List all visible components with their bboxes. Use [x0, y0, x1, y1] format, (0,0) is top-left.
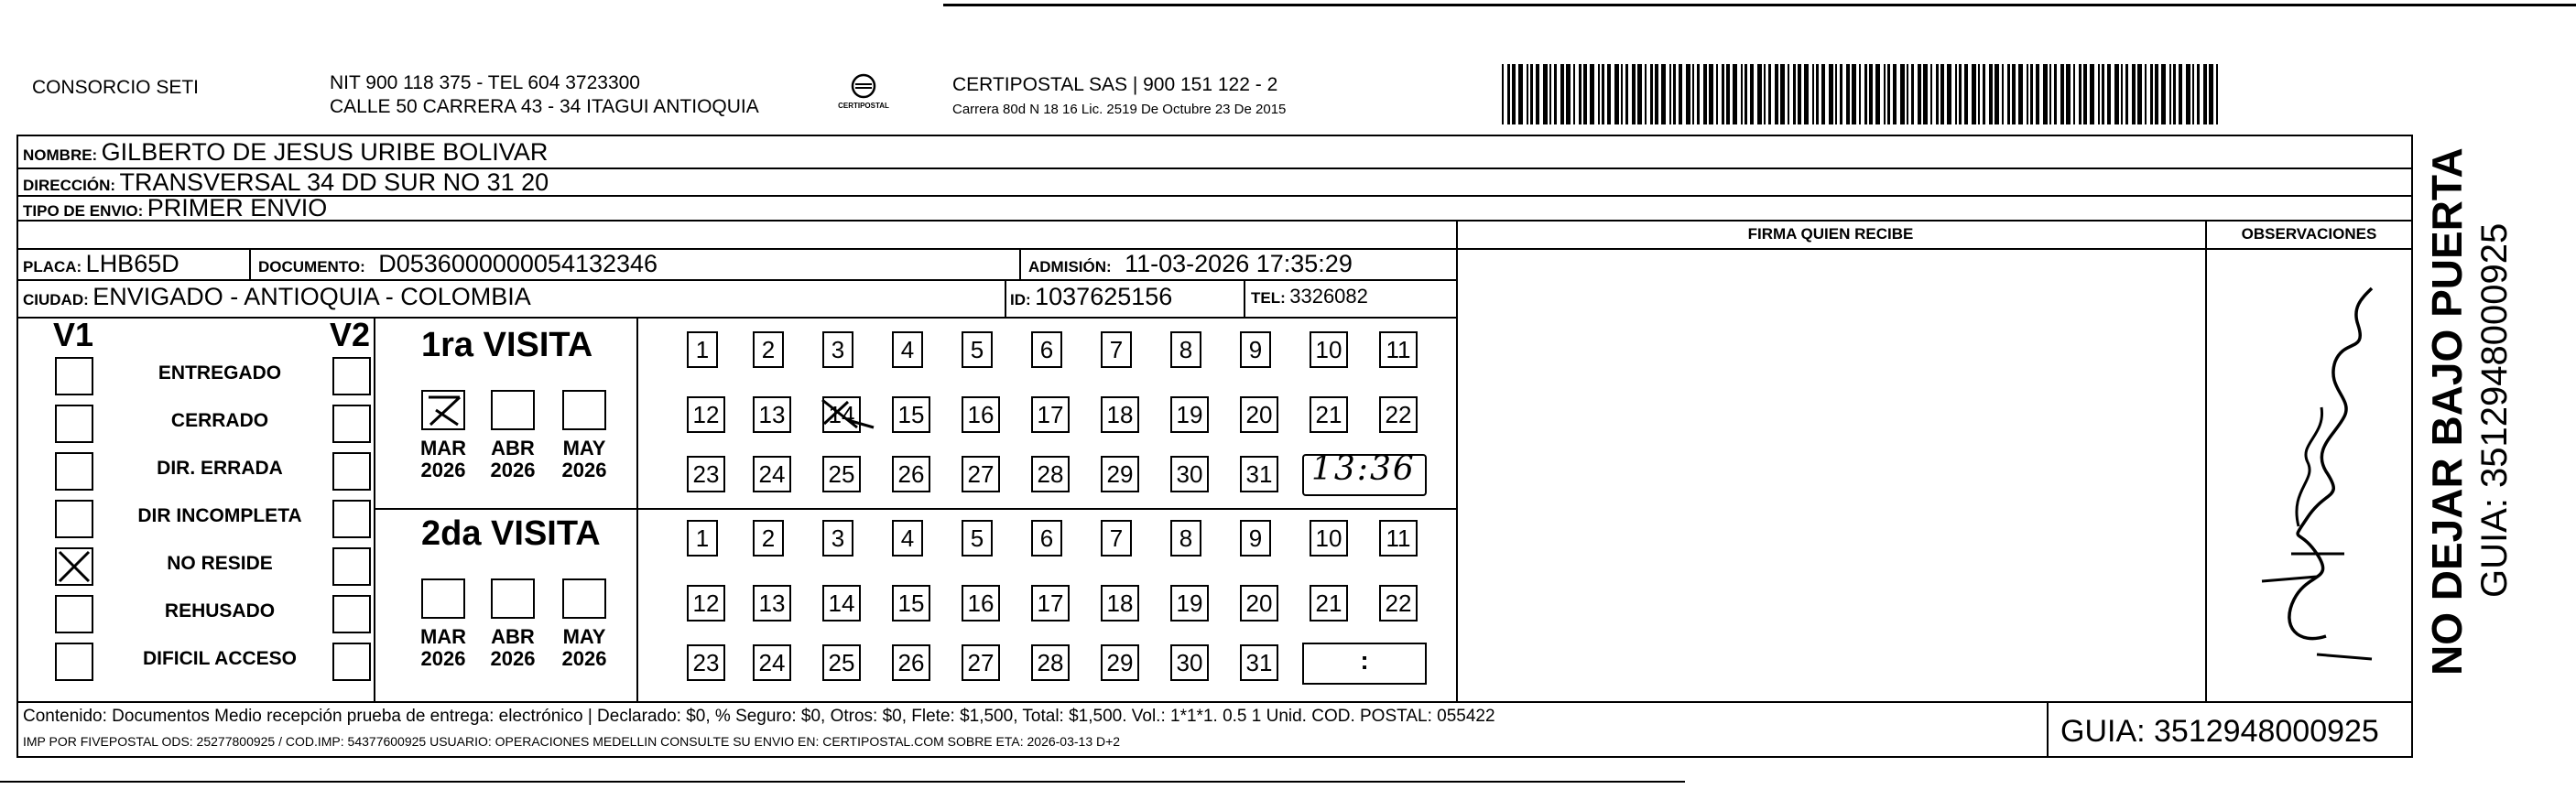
barcode-bar	[1907, 64, 1908, 124]
placa-label: PLACA:	[23, 258, 82, 276]
barcode-bar	[1655, 64, 1658, 124]
nombre-row	[23, 137, 548, 171]
visit-2-title: 2da VISITA	[421, 514, 601, 553]
barcode-bar	[1502, 64, 1504, 124]
barcode-bar	[2192, 64, 2194, 124]
day-box[interactable]: 9	[1240, 520, 1271, 557]
day-box[interactable]: 31	[1240, 644, 1278, 681]
barcode-bar	[1788, 64, 1789, 124]
admision-field	[1028, 249, 1353, 283]
day-box[interactable]: 16	[962, 396, 1000, 433]
month-year	[560, 438, 608, 481]
barcode-bar	[1793, 64, 1796, 124]
barcode-bar	[2036, 64, 2039, 124]
observaciones-header: OBSERVACIONES	[2241, 225, 2377, 243]
barcode-bar	[1686, 64, 1690, 124]
day-box[interactable]: 21	[1310, 396, 1348, 433]
month-year	[489, 626, 537, 670]
day-box[interactable]: 1	[687, 331, 718, 368]
direccion-label: DIRECCIÓN:	[23, 177, 116, 194]
day-box[interactable]: 2	[753, 331, 784, 368]
day-box[interactable]: 13	[753, 585, 791, 621]
barcode-bar	[2049, 64, 2051, 124]
barcode-bar	[1835, 64, 1837, 124]
id-field	[1010, 282, 1172, 316]
barcode-bar	[2150, 64, 2153, 124]
barcode-bar	[1829, 64, 1833, 124]
day-box[interactable]: 7	[1101, 520, 1132, 557]
barcode-bar	[1936, 64, 1939, 124]
v2-checkbox[interactable]	[332, 500, 371, 538]
barcode-bar	[1726, 64, 1730, 124]
barcode-bar	[1512, 64, 1516, 124]
barcode-bar	[2114, 64, 2119, 124]
barcode-bar	[1722, 64, 1724, 124]
barcode-bar	[1554, 64, 1557, 124]
day-box[interactable]: 7	[1101, 331, 1132, 368]
day-box[interactable]: 19	[1170, 585, 1209, 621]
day-box[interactable]: 22	[1379, 585, 1418, 621]
barcode-bar	[1716, 64, 1718, 124]
reason-label: DIFICIL ACCESO	[142, 648, 297, 669]
barcode-bar	[2132, 64, 2136, 124]
side-guia: GUIA: 3512948000925	[2474, 222, 2515, 598]
barcode-bar	[1598, 64, 1600, 124]
barcode-bar	[2027, 64, 2028, 124]
barcode-bar	[1637, 64, 1642, 124]
year-label: 2026	[420, 647, 466, 670]
day-box[interactable]: 31	[1240, 456, 1278, 492]
month-label: MAY	[562, 437, 606, 459]
day-box[interactable]: 24	[753, 644, 791, 681]
footer-content-line: Contenido: Documentos Medio recepción prueba de entrega: electrónico | Declarado: $0, % Seguro: $0, Otros: $0, Flete: $1,500, Total: $1,500. Vol.: 1*1*1. 0.5 1 Unid. COD. POSTAL: 055422	[23, 707, 1495, 726]
month-checkbox[interactable]	[491, 390, 535, 430]
month-label: ABR	[491, 437, 535, 459]
day-box[interactable]: 12	[687, 396, 725, 433]
barcode-bar	[1590, 64, 1594, 124]
barcode-bar	[2121, 64, 2123, 124]
v1-checkbox[interactable]	[55, 595, 93, 633]
barcode-bar	[1709, 64, 1713, 124]
day-box[interactable]: 15	[892, 396, 930, 433]
barcode-bar	[1757, 64, 1762, 124]
barcode-bar	[1518, 64, 1523, 124]
day-box[interactable]: 26	[892, 644, 930, 681]
month-checkbox[interactable]	[562, 578, 606, 619]
barcode	[1502, 64, 2225, 124]
tel-value: 3326082	[1289, 285, 1368, 308]
day-box[interactable]: 10	[1310, 520, 1348, 557]
barcode-bar	[1780, 64, 1785, 124]
admision-label: ADMISIÓN:	[1028, 258, 1112, 276]
day-box[interactable]: 13	[753, 396, 791, 433]
day-box[interactable]: 9	[1240, 331, 1271, 368]
barcode-bar	[2173, 64, 2176, 124]
documento-field	[258, 249, 658, 283]
barcode-bar	[1741, 64, 1743, 124]
direccion-value: TRANSVERSAL 34 DD SUR NO 31 20	[119, 168, 549, 196]
day-box[interactable]: 8	[1170, 331, 1201, 368]
month-year	[560, 626, 608, 670]
barcode-bar	[2203, 64, 2207, 124]
admision-value: 11-03-2026 17:35:29	[1125, 250, 1353, 277]
barcode-bar	[1887, 64, 1890, 124]
reason-label: DIR. ERRADA	[157, 458, 283, 479]
barcode-bar	[2137, 64, 2142, 124]
month-year	[419, 626, 467, 670]
barcode-bar	[1959, 64, 1962, 124]
day-box[interactable]: 3	[822, 520, 853, 557]
barcode-bar	[1527, 64, 1528, 124]
barcode-bar	[1768, 64, 1771, 124]
v1-label: V1	[53, 316, 94, 353]
day-box[interactable]: 6	[1031, 331, 1062, 368]
day-box[interactable]: 11	[1379, 520, 1418, 557]
month-checkbox[interactable]	[421, 578, 465, 619]
placa-value: LHB65D	[85, 250, 179, 277]
day-box[interactable]: 8	[1170, 520, 1201, 557]
footer-imp-line: IMP POR FIVEPOSTAL ODS: 25277800925 / COD.IMP: 54377600925 USUARIO: OPERACIONES MEDELLIN CONSULTE SU ENVIO EN: CERTIPOSTAL.COM SOBRE ETA: 2026-03-13 D+2	[23, 734, 1121, 749]
day-box[interactable]: 25	[822, 644, 861, 681]
v2-checkbox[interactable]	[332, 452, 371, 491]
barcode-bar	[1775, 64, 1778, 124]
barcode-bar	[1994, 64, 1999, 124]
barcode-bar	[1607, 64, 1611, 124]
year-label: 2026	[490, 459, 536, 481]
barcode-bar	[1816, 64, 1819, 124]
barcode-bar	[1840, 64, 1842, 124]
barcode-bar	[1566, 64, 1571, 124]
day-box[interactable]: 17	[1031, 585, 1070, 621]
recipient-signature	[2207, 252, 2410, 698]
barcode-bar	[1864, 64, 1867, 124]
barcode-bar	[2007, 64, 2010, 124]
barcode-bar	[1900, 64, 1905, 124]
barcode-bar	[2197, 64, 2200, 124]
tel-field	[1251, 282, 1368, 314]
barcode-bar	[1579, 64, 1581, 124]
nombre-value: GILBERTO DE JESUS URIBE BOLIVAR	[101, 138, 549, 166]
barcode-bar	[2054, 64, 2057, 124]
barcode-bar	[2002, 64, 2004, 124]
year-label: 2026	[561, 459, 607, 481]
day-box[interactable]: 2	[753, 520, 784, 557]
barcode-bar	[1621, 64, 1623, 124]
barcode-bar	[2186, 64, 2190, 124]
barcode-bar	[1764, 64, 1766, 124]
visit-2-time-placeholder: :	[1360, 646, 1369, 675]
month-checkbox[interactable]	[562, 390, 606, 430]
reason-label: REHUSADO	[164, 600, 276, 621]
barcode-bar	[1583, 64, 1587, 124]
barcode-bar	[1846, 64, 1850, 124]
day-box[interactable]: 10	[1310, 331, 1348, 368]
barcode-bar	[1852, 64, 1856, 124]
barcode-bar	[1614, 64, 1619, 124]
barcode-bar	[2209, 64, 2213, 124]
barcode-bar	[1884, 64, 1886, 124]
svg-text:CERTIPOSTAL: CERTIPOSTAL	[838, 102, 889, 110]
v2-checkbox[interactable]	[332, 357, 371, 395]
tipo-envio-value: PRIMER ENVIO	[147, 194, 328, 222]
barcode-bar	[1703, 64, 1707, 124]
day-box[interactable]: 29	[1101, 644, 1139, 681]
reason-label: DIR INCOMPLETA	[137, 505, 302, 526]
day-box[interactable]: 1	[687, 520, 718, 557]
month-year	[419, 438, 467, 481]
day-box[interactable]: 23	[687, 456, 725, 492]
barcode-bar	[2102, 64, 2104, 124]
barcode-bar	[1549, 64, 1551, 124]
day-box[interactable]: 20	[1240, 396, 1278, 433]
barcode-bar	[1983, 64, 1985, 124]
day-box[interactable]: 21	[1310, 585, 1348, 621]
v2-checkbox[interactable]	[332, 595, 371, 633]
year-label: 2026	[561, 647, 607, 670]
day-box[interactable]: 4	[892, 331, 923, 368]
barcode-bar	[2079, 64, 2081, 124]
day-box[interactable]: 27	[962, 644, 1000, 681]
tipo-envio-label: TIPO DE ENVIO:	[23, 202, 144, 220]
ciudad-label: CIUDAD:	[23, 291, 89, 308]
barcode-bar	[2083, 64, 2087, 124]
certipostal-logo	[838, 71, 889, 117]
day-box[interactable]: 15	[892, 585, 930, 621]
day-box[interactable]: 16	[962, 585, 1000, 621]
visit-1-title: 1ra VISITA	[421, 326, 593, 364]
barcode-bar	[1645, 64, 1647, 124]
day-box[interactable]: 30	[1170, 644, 1209, 681]
barcode-bar	[1745, 64, 1747, 124]
v1-checkbox[interactable]	[55, 357, 93, 395]
barcode-bar	[1955, 64, 1957, 124]
barcode-bar	[1625, 64, 1628, 124]
barcode-bar	[2145, 64, 2147, 124]
month-label: MAR	[419, 625, 467, 648]
day-box[interactable]: 24	[753, 456, 791, 492]
barcode-bar	[2043, 64, 2048, 124]
documento-value: D0536000000054132346	[378, 250, 658, 277]
barcode-bar	[1661, 64, 1666, 124]
barcode-bar	[1536, 64, 1539, 124]
day-box[interactable]: 22	[1379, 396, 1418, 433]
barcode-bar	[1602, 64, 1604, 124]
barcode-bar	[1669, 64, 1671, 124]
day-box[interactable]: 28	[1031, 644, 1070, 681]
day-box[interactable]: 28	[1031, 456, 1070, 492]
v1-checkbox[interactable]	[55, 405, 93, 443]
barcode-bar	[1804, 64, 1809, 124]
barcode-bar	[1673, 64, 1676, 124]
day-box[interactable]: 26	[892, 456, 930, 492]
barcode-bar	[1632, 64, 1636, 124]
reason-label: ENTREGADO	[158, 362, 282, 384]
top-rule	[943, 4, 2576, 6]
v2-checkbox[interactable]	[332, 405, 371, 443]
year-label: 2026	[420, 459, 466, 481]
barcode-bar	[2018, 64, 2023, 124]
day-box[interactable]: 20	[1240, 585, 1278, 621]
barcode-bar	[1930, 64, 1932, 124]
barcode-bar	[1697, 64, 1700, 124]
barcode-bar	[2179, 64, 2182, 124]
year-label: 2026	[490, 647, 536, 670]
barcode-bar	[1911, 64, 1914, 124]
v2-checkbox[interactable]	[332, 547, 371, 586]
barcode-bar	[1940, 64, 1944, 124]
barcode-bar	[1875, 64, 1880, 124]
reason-label: NO RESIDE	[167, 553, 273, 574]
barcode-bar	[1989, 64, 1993, 124]
barcode-bar	[2090, 64, 2094, 124]
day-box[interactable]: 12	[687, 585, 725, 621]
barcode-bar	[2012, 64, 2016, 124]
barcode-bar	[1812, 64, 1814, 124]
postal-address: Carrera 80d N 18 16 Lic. 2519 De Octubre 23 De 2015	[952, 102, 1287, 117]
barcode-bar	[2030, 64, 2033, 124]
barcode-bar	[1560, 64, 1564, 124]
barcode-bar	[1573, 64, 1575, 124]
barcode-bar	[1650, 64, 1653, 124]
month-label: ABR	[491, 625, 535, 648]
barcode-bar	[1733, 64, 1737, 124]
day-box[interactable]: 30	[1170, 456, 1209, 492]
reason-label: CERRADO	[170, 410, 269, 431]
barcode-bar	[2155, 64, 2158, 124]
day-box[interactable]: 5	[962, 520, 993, 557]
day-box[interactable]: 25	[822, 456, 861, 492]
month-year	[489, 438, 537, 481]
day-box[interactable]: 19	[1170, 396, 1209, 433]
bottom-rule	[0, 781, 1685, 783]
v1-checkbox[interactable]	[55, 643, 93, 681]
barcode-bar	[1893, 64, 1897, 124]
month-checkbox[interactable]	[491, 578, 535, 619]
v2-label: V2	[330, 316, 371, 353]
barcode-bar	[1859, 64, 1861, 124]
day-box[interactable]: 3	[822, 331, 853, 368]
month-checkbox[interactable]	[421, 390, 465, 430]
barcode-bar	[1972, 64, 1976, 124]
barcode-bar	[1947, 64, 1951, 124]
barcode-bar	[2073, 64, 2075, 124]
signature-header: FIRMA QUIEN RECIBE	[1747, 225, 1914, 243]
barcode-bar	[1821, 64, 1825, 124]
barcode-bar	[1978, 64, 1980, 124]
day-box[interactable]: 27	[962, 456, 1000, 492]
barcode-bar	[2107, 64, 2111, 124]
barcode-bar	[1692, 64, 1694, 124]
day-box[interactable]: 23	[687, 644, 725, 681]
barcode-bar	[1869, 64, 1873, 124]
day-box[interactable]: 5	[962, 331, 993, 368]
documento-label: DOCUMENTO:	[258, 258, 365, 276]
day-box[interactable]: 14	[822, 585, 861, 621]
barcode-bar	[1923, 64, 1928, 124]
month-label: MAY	[562, 625, 606, 648]
month-label: MAR	[419, 437, 467, 459]
id-label: ID:	[1010, 291, 1031, 308]
barcode-bar	[2161, 64, 2166, 124]
barcode-bar	[1750, 64, 1754, 124]
v1-checkbox[interactable]	[55, 547, 93, 586]
day-box[interactable]: 18	[1101, 585, 1139, 621]
v1-checkbox[interactable]	[55, 500, 93, 538]
barcode-bar	[1507, 64, 1510, 124]
barcode-bar	[1543, 64, 1548, 124]
tel-label: TEL:	[1251, 289, 1286, 307]
barcode-bar	[2125, 64, 2128, 124]
barcode-bar	[2066, 64, 2071, 124]
ciudad-value: ENVIGADO - ANTIOQUIA - COLOMBIA	[92, 283, 531, 310]
day-box[interactable]: 18	[1101, 396, 1139, 433]
barcode-bar	[2098, 64, 2100, 124]
barcode-bar	[1964, 64, 1968, 124]
barcode-bar	[2060, 64, 2064, 124]
barcode-bar	[1679, 64, 1682, 124]
postal-name: CERTIPOSTAL SAS | 900 151 122 - 2	[952, 74, 1278, 95]
address-line: CALLE 50 CARRERA 43 - 34 ITAGUI ANTIOQUIA	[330, 96, 759, 117]
company-name: CONSORCIO SETI	[32, 77, 200, 98]
day-box[interactable]: 29	[1101, 456, 1139, 492]
barcode-bar	[1530, 64, 1533, 124]
tipo-envio-row	[23, 193, 327, 227]
day-box[interactable]: 14	[822, 396, 861, 433]
barcode-bar	[2216, 64, 2218, 124]
side-warning: NO DEJAR BAJO PUERTA	[2423, 147, 2471, 676]
ciudad-field	[23, 282, 531, 316]
barcode-bar	[1918, 64, 1921, 124]
nit-line: NIT 900 118 375 - TEL 604 3723300	[330, 72, 640, 93]
placa-field	[23, 249, 179, 283]
footer-guia: GUIA: 3512948000925	[2060, 714, 2379, 749]
id-value: 1037625156	[1035, 283, 1173, 310]
barcode-bar	[2169, 64, 2171, 124]
visit-1-time-handwritten: 13:36	[1311, 450, 1416, 488]
day-box[interactable]: 4	[892, 520, 923, 557]
day-box[interactable]: 6	[1031, 520, 1062, 557]
day-box[interactable]: 17	[1031, 396, 1070, 433]
v2-checkbox[interactable]	[332, 643, 371, 681]
barcode-bar	[1798, 64, 1801, 124]
day-box[interactable]: 11	[1379, 331, 1418, 368]
v1-checkbox[interactable]	[55, 452, 93, 491]
nombre-label: NOMBRE:	[23, 146, 98, 164]
